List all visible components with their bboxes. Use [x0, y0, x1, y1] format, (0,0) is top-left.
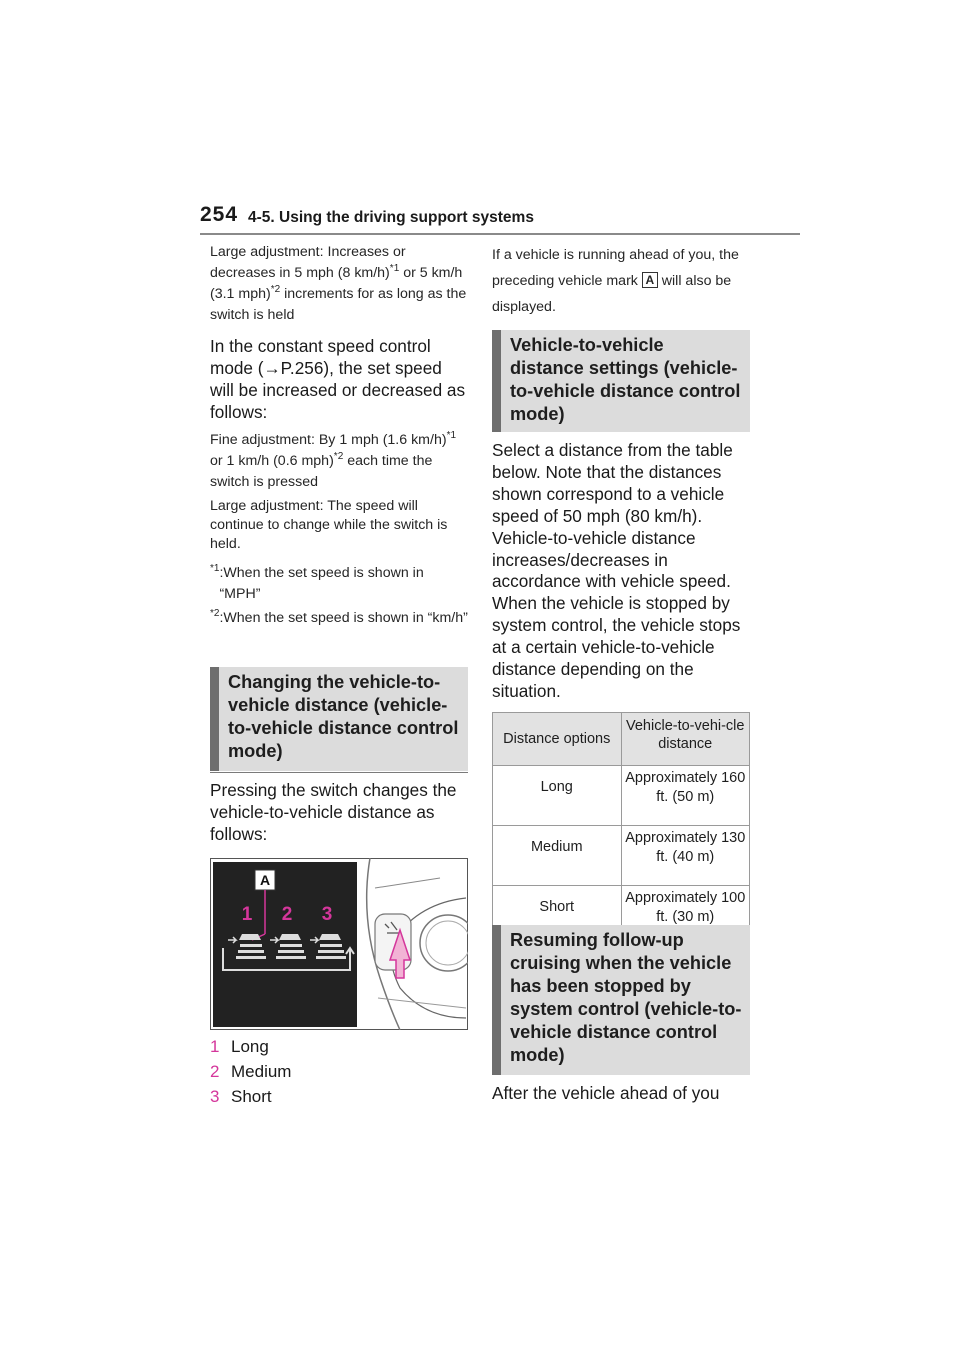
pressing-switch-text: Pressing the switch changes the vehicle-to-vehicle distance as follows: [210, 780, 457, 844]
figure-number-3: 3 [321, 904, 333, 925]
fine-adjustment-text: Fine adjustment: By 1 mph (1.6 km/h)$^{*1}$ or 1 km/h (0.6 mph)$^{*2}$ each time the switch is pressed [210, 430, 457, 490]
preceding-vehicle-text: If a vehicle is running ahead of you, the preceding vehicle mark A will also be displayed. [492, 247, 739, 315]
figure-svg [210, 858, 468, 1030]
heading-changing-distance: Changing the vehicle-to-vehicle distance (vehicle-to-vehicle distance control mode) [210, 667, 468, 771]
distance-list [210, 1034, 468, 1109]
constant-speed-text: In the constant speed control mode (→P.256), the set speed will be increased or decreased as follows: [210, 336, 466, 422]
table-row: Long Approximately 160 ft. (50 m) [493, 766, 750, 826]
section-title: 4-5. Using the driving support systems [248, 209, 534, 226]
distance-table [492, 712, 750, 946]
figure-label-a: A [259, 872, 271, 888]
list-item: 3 Short [210, 1087, 272, 1106]
figure-number-1: 1 [241, 904, 253, 925]
large-adjustment-text: Large adjustment: Increases or decreases in 5 mph (8 km/h)$^{*1}$ or 5 km/h (3.1 mph)$^{*2}$ increments for as long as the switch is held [210, 244, 467, 323]
list-item: 2 Medium [210, 1062, 292, 1081]
heading-resuming-cruising: Resuming follow-up cruising when the vehicle has been stopped by system control (vehicle-to-vehicle distance control mode) [492, 925, 750, 1075]
select-distance-text: Select a distance from the table below. Note that the distances shown correspond to a vehicle speed of 50 mph (80 km/h). Vehicle-to-vehicle distance increases/decreases in accordance with vehicle speed. When the vehicle is stopped by system control, the vehicle stops at a certain vehicle-to-vehicle distance depending on the situation. [492, 440, 741, 701]
page-number: 254 [200, 203, 239, 226]
table-row: Medium Approximately 130 ft. (40 m) [493, 826, 750, 886]
distance-switch-figure [210, 858, 468, 1030]
table-header: Vehicle-to-vehi-cle distance [621, 713, 750, 766]
heading-underline [210, 772, 468, 773]
list-item: 1 Long [210, 1037, 269, 1056]
figure-number-2: 2 [281, 904, 293, 925]
table-row: Short Approximately 100 ft. (30 m) [493, 886, 750, 946]
heading-distance-settings: Vehicle-to-vehicle distance settings (vehicle-to-vehicle distance control mode) [492, 330, 750, 432]
header-rule [200, 233, 800, 235]
after-vehicle-text: After the vehicle ahead of you [492, 1083, 720, 1103]
footnote-1: $^{*1}$ :When the set speed is shown in “MPH” [210, 563, 424, 602]
footnote-2: $^{*2}$ :When the set speed is shown in “km/h” [210, 608, 468, 626]
table-header: Distance options [493, 713, 622, 766]
large-adjustment-2-text: Large adjustment: The speed will continue to change while the switch is held. [210, 498, 448, 552]
mark-a-label: A [642, 272, 658, 288]
